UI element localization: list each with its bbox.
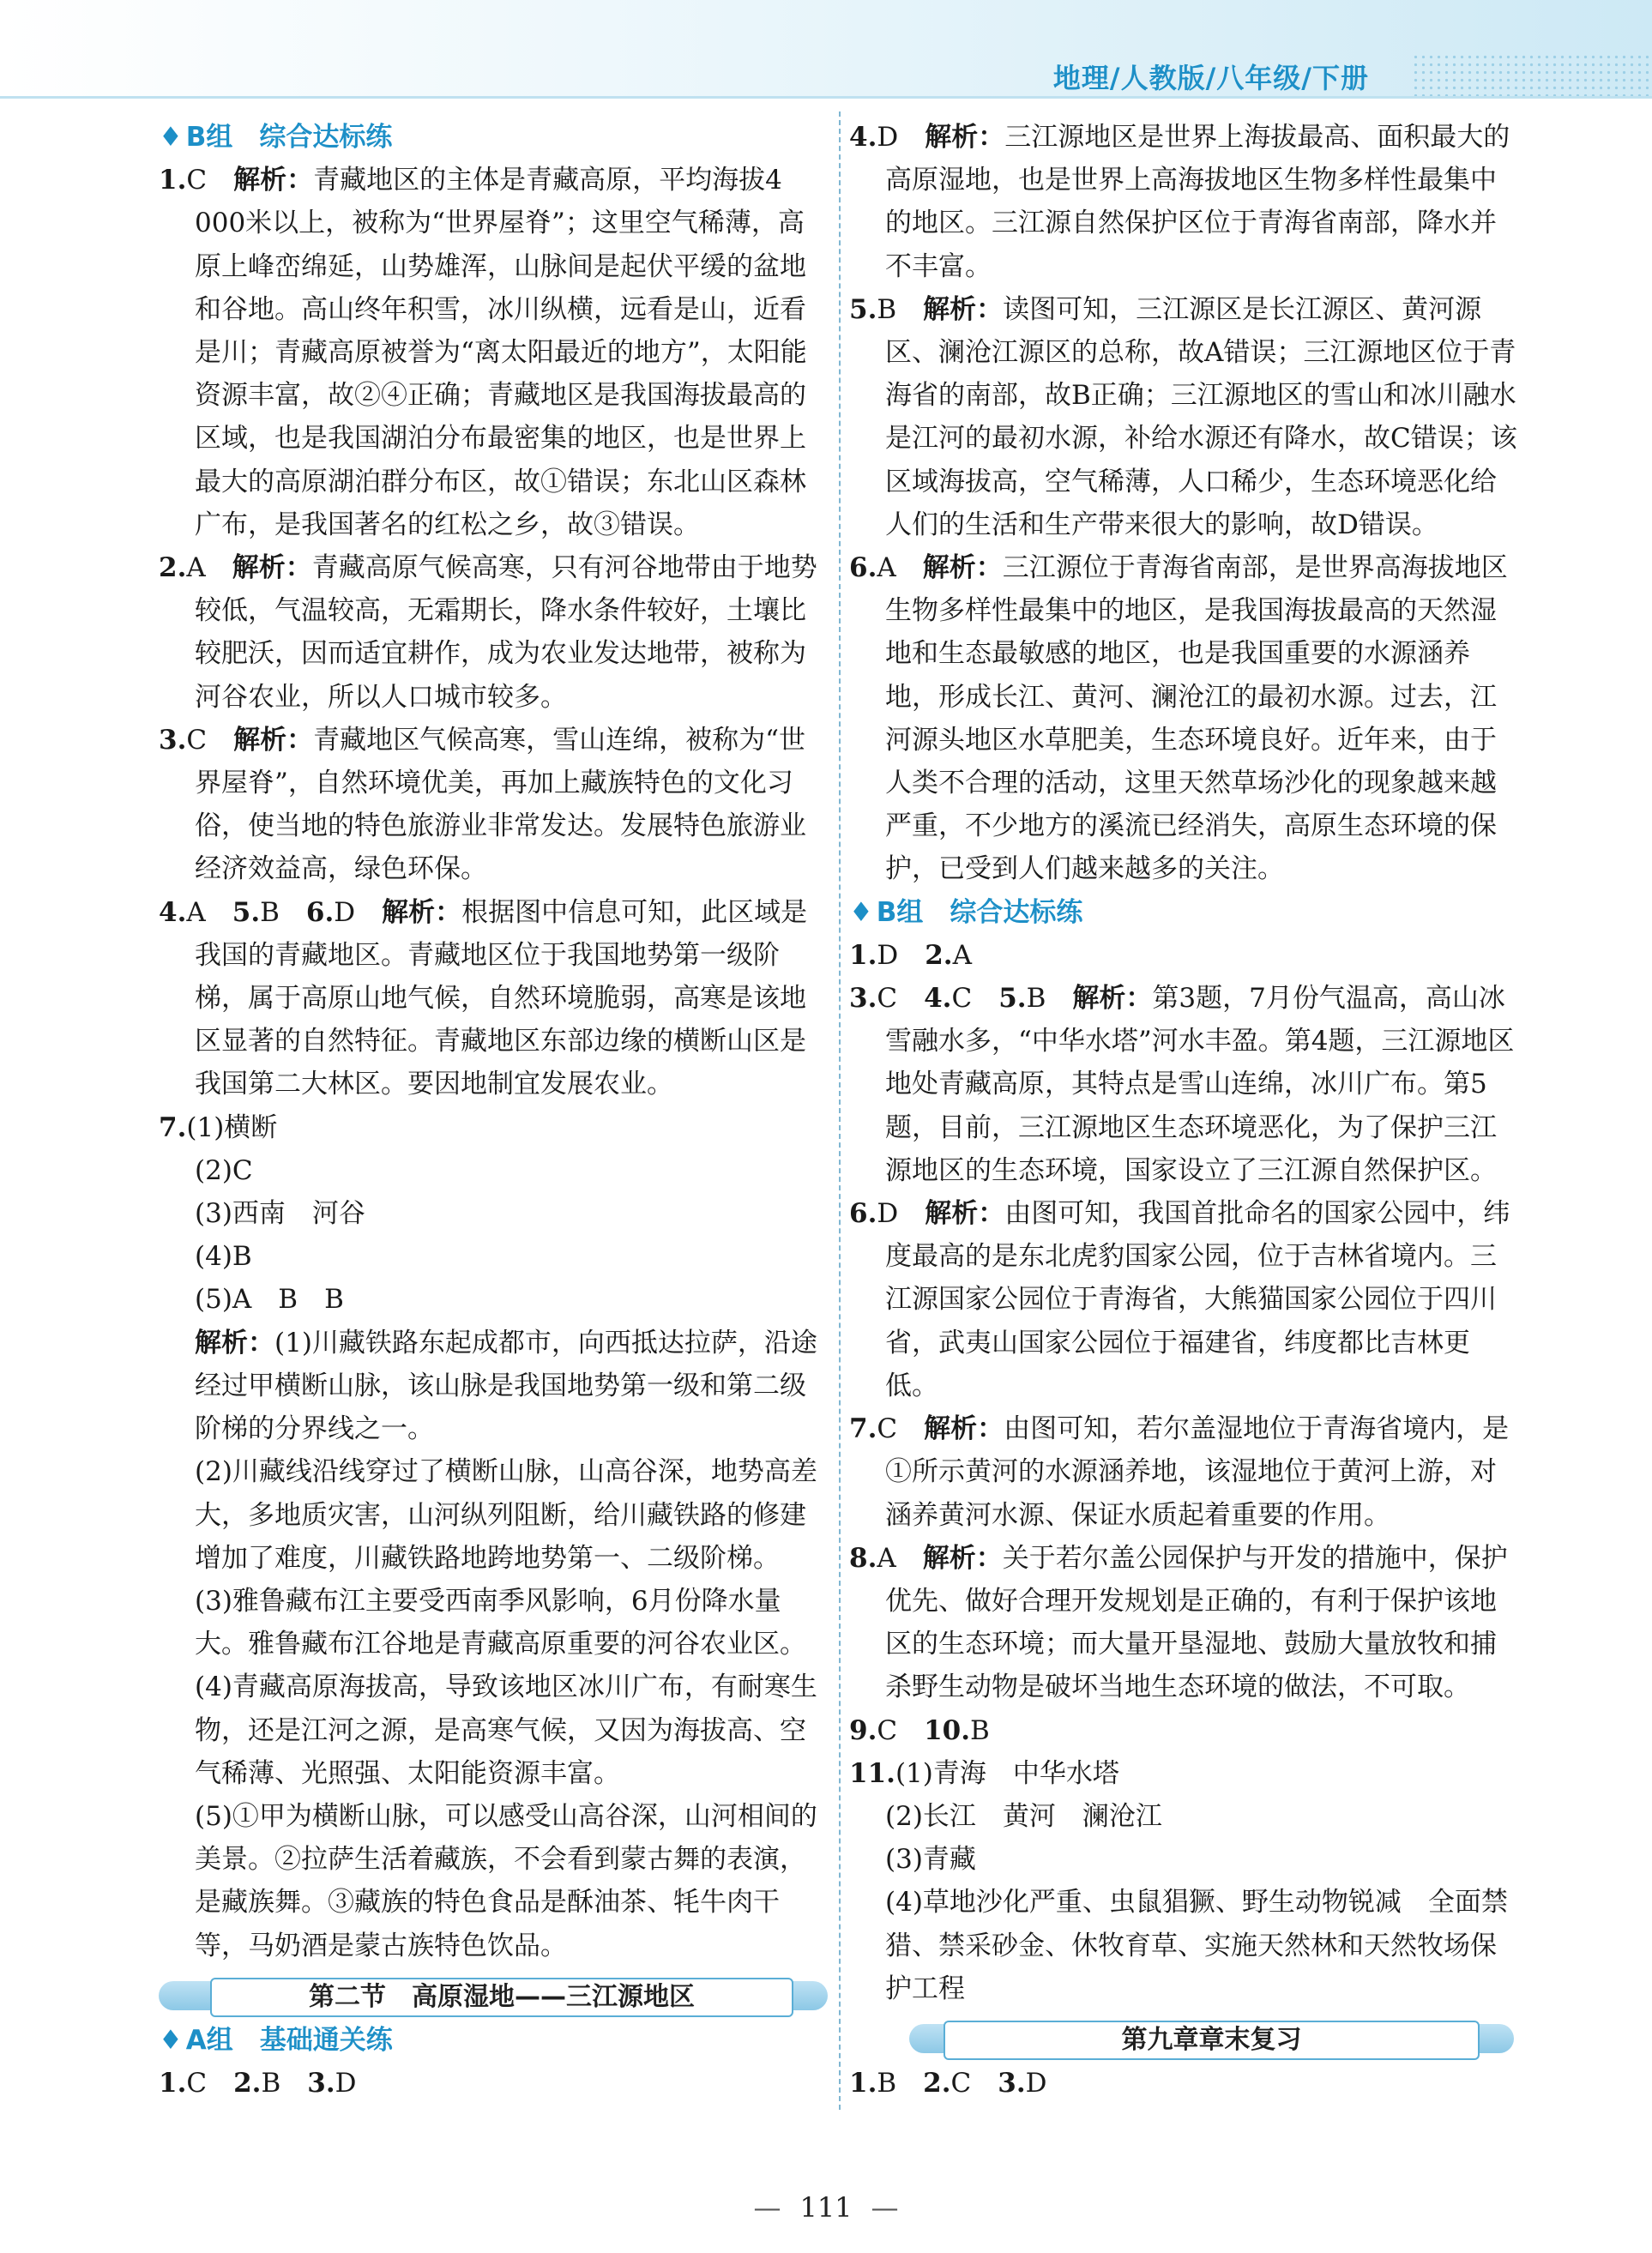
answer-item: 3.C 4.C 5.B 解析：第3题，7月份气温高，高山冰雪融水多，“中华水塔”河水丰盈。第4题，三江源地区地处青藏高原，其特点是雪山连绵，冰川广布。第5题，目前，三江源地区生态环境恶化，为了保护三江源地区的生态环境，国家设立了三江源自然保护区。	[849, 983, 1515, 1186]
answer-item: 4.A 5.B 6.D 解析：根据图中信息可知，此区域是我国的青藏地区。青藏地区位于我国地势第一级阶梯，属于高原山地气候，自然环境脆弱，高寒是该地区显著的自然特征。青藏地区东部边缘的横断山区是我国第二大林区。要因地制宜发展农业。	[159, 896, 808, 1100]
group-heading-b: ♦ B组 综合达标练	[159, 116, 828, 159]
diamond-icon: ♦	[159, 122, 183, 153]
sub-answer: (4)B	[195, 1241, 252, 1273]
explanation: (2)川藏线沿线穿过了横断山脉，山高谷深，地势高差大，多地质灾害，山河纵列阻断，给川藏铁路的修建增加了难度，川藏铁路地跨地势第一、二级阶梯。	[195, 1456, 817, 1574]
header-dot-pattern	[1412, 53, 1652, 96]
answer-item: 4.D 解析：三江源地区是世界上海拔最高、面积最大的高原湿地，也是世界上高海拔地区生物多样性最集中的地区。三江源自然保护区位于青海省南部，降水并不丰富。	[849, 122, 1510, 282]
section-title: 第二节 高原湿地——三江源地区	[210, 1978, 793, 2017]
answer-item: 3.C 解析：青藏地区气候高寒，雪山连绵，被称为“世界屋脊”，自然环境优美，再加上藏族特色的文化习俗，使当地的特色旅游业非常发达。发展特色旅游业经济效益高，绿色环保。	[159, 724, 806, 885]
answer-item: 6.A 解析：三江源位于青海省南部，是世界高海拔地区生物多样性最集中的地区，是我国海拔最高的天然湿地和生态最敏感的地区，也是我国重要的水源涵养地，形成长江、黄河、澜沧江的最初水源。过去，江河源头地区水草肥美，生态环境良好。近年来，由于人类不合理的活动，这里天然草场沙化的现象越来越严重，不少地方的溪流已经消失，高原生态环境的保护，已受到人们越来越多的关注。	[849, 552, 1508, 885]
left-column	[159, 116, 828, 2105]
group-heading-a: ♦ A组 基础通关练	[159, 2019, 828, 2062]
answer-item: 7.(1)横断	[159, 1111, 278, 1143]
sub-answer: (2)长江 黄河 澜沧江	[885, 1800, 1162, 1832]
explanation: (5)①甲为横断山脉，可以感受山高谷深，山河相间的美景。②拉萨生活着藏族，不会看到蒙古舞的表演，是藏族舞。③藏族的特色食品是酥油茶、牦牛肉干等，马奶酒是蒙古族特色饮品。	[195, 1800, 817, 1961]
sub-answer: (4)草地沙化严重、虫鼠猖獗、野生动物锐减 全面禁猎、禁采砂金、休牧育草、实施天然林和天然牧场保护工程	[885, 1887, 1508, 2004]
page-number: — 111 —	[753, 2191, 899, 2224]
answer-item: 8.A 解析：关于若尔盖公园保护与开发的措施中，保护优先、做好合理开发规划是正确的，有利于保护该地区的生态环境；而大量开垦湿地、鼓励大量放牧和捕杀野生动物是破坏当地生态环境的做法，不可取。	[849, 1542, 1508, 1703]
answer-item: 5.B 解析：读图可知，三江源区是长江源区、黄河源区、澜沧江源区的总称，故A错误；三江源地区位于青海省的南部，故B正确；三江源地区的雪山和冰川融水是江河的最初水源，补给水源还有降水，故C错误；该区域海拔高，空气稀薄，人口稀少，生态环境恶化给人们的生活和生产带来很大的影响，故D错误。	[849, 293, 1517, 540]
answer-item: 1.C 2.B 3.D	[159, 2067, 357, 2099]
section-banner	[159, 1974, 828, 2017]
answer-item: 2.A 解析：青藏高原气候高寒，只有河谷地带由于地势较低，气温较高，无霜期长，降水条件较好，土壤比较肥沃，因而适宜耕作，成为农业发达地带，被称为河谷农业，所以人口城市较多。	[159, 552, 817, 713]
header-rule	[0, 96, 1652, 99]
chapter-title: 第九章章末复习	[944, 2021, 1480, 2060]
explanation: 解析：(1)川藏铁路东起成都市，向西抵达拉萨，沿途经过甲横断山脉，该山脉是我国地势第一级和第二级阶梯的分界线之一。	[195, 1327, 817, 1445]
diamond-icon: ♦	[849, 896, 873, 928]
answer-item: 6.D 解析：由图可知，我国首批命名的国家公园中，纬度最高的是东北虎豹国家公园，位于吉林省境内。三江源国家公园位于青海省，大熊猫国家公园位于四川省，武夷山国家公园位于福建省，纬度都比吉林更低。	[849, 1198, 1510, 1401]
answer-item: 1.D 2.A	[849, 939, 972, 971]
explanation: (3)雅鲁藏布江主要受西南季风影响，6月份降水量大。雅鲁藏布江谷地是青藏高原重要的河谷农业区。	[195, 1585, 806, 1660]
sub-answer: (5)A B B	[195, 1284, 344, 1316]
right-column	[849, 116, 1522, 2105]
answer-item: 11.(1)青海 中华水塔	[849, 1757, 1119, 1789]
header-band	[0, 0, 1652, 99]
diamond-icon: ♦	[159, 2024, 183, 2056]
sub-answer: (2)C	[195, 1154, 253, 1186]
book-title: 地理/人教版/八年级/下册	[1052, 62, 1369, 94]
answer-item: 9.C 10.B	[849, 1714, 990, 1746]
group-heading-b: ♦ B组 综合达标练	[849, 891, 1522, 934]
answer-item: 7.C 解析：由图可知，若尔盖湿地位于青海省境内，是①所示黄河的水源涵养地，该湿地位于黄河上游，对涵养黄河水源、保证水质起着重要的作用。	[849, 1413, 1510, 1531]
chapter-banner	[849, 2017, 1522, 2060]
answer-item: 1.C 解析：青藏地区的主体是青藏高原，平均海拔4 000米以上，被称为“世界屋脊”；这里空气稀薄，高原上峰峦绵延，山势雄浑，山脉间是起伏平缓的盆地和谷地。高山终年积雪，冰川纵横，远看是山，近看是川；青藏高原被誉为“离太阳最近的地方”，太阳能资源丰富，故②④正确；青藏地区是我国海拔最高的区域，也是我国湖泊分布最密集的地区，也是世界上最大的高原湖泊群分布区，故①错误；东北山区森林广布，是我国著名的红松之乡，故③错误。	[159, 165, 807, 540]
explanation: (4)青藏高原海拔高，导致该地区冰川广布，有耐寒生物，还是江河之源，是高寒气候，又因为海拔高、空气稀薄、光照强、太阳能资源丰富。	[195, 1672, 817, 1789]
sub-answer: (3)青藏	[885, 1844, 976, 1876]
answer-item: 1.B 2.C 3.D	[849, 2067, 1047, 2099]
sub-answer: (3)西南 河谷	[195, 1198, 365, 1230]
column-divider	[839, 111, 841, 2110]
